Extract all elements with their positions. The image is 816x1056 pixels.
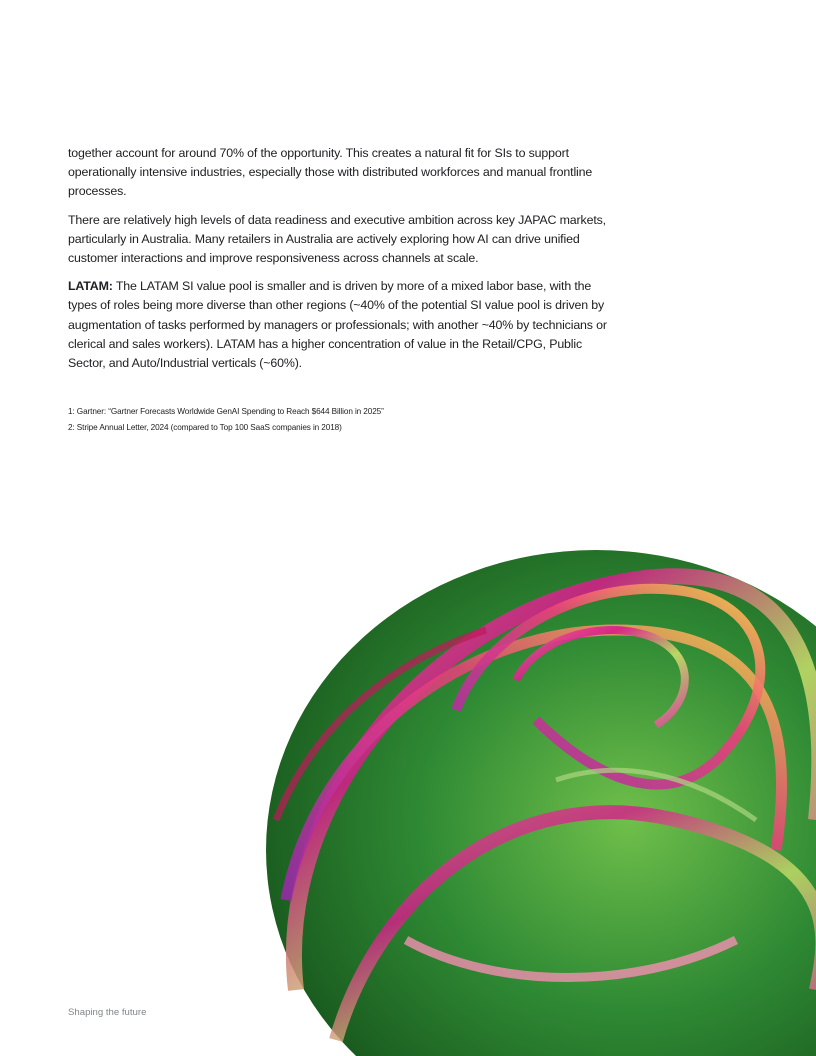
- latam-heading: LATAM:: [68, 279, 113, 294]
- paragraph-1: together account for around 70% of the opportunity. This creates a natural fit for SIs to support operationally intensive industries, especially those with distributed workforces and manual frontline processes.: [68, 146, 593, 199]
- body-text: [68, 144, 616, 382]
- footnote-2: 2: Stripe Annual Letter, 2024 (compared to Top 100 SaaS companies in 2018): [68, 423, 342, 432]
- abstract-sculpture-image: [256, 520, 816, 1056]
- page-footer: Shaping the future: [68, 1007, 147, 1018]
- paragraph-latam: LATAM: The LATAM SI value pool is smaller and is driven by more of a mixed labor base, with the types of roles being more diverse than other regions (~40% of the potential SI value pool is driven by augmentation of tasks performed by managers or professionals; with another ~40% by technicians or clerical and sales workers). LATAM has a higher concentration of value in the Retail/CPG, Public Sector, and Auto/Industrial verticals (~60%).: [68, 279, 607, 371]
- footnotes: [68, 404, 628, 436]
- footnote-1: 1: Gartner: “Gartner Forecasts Worldwide GenAI Spending to Reach $644 Billion in 2025”: [68, 407, 384, 416]
- paragraph-2: There are relatively high levels of data readiness and executive ambition across key JAPAC markets, particularly in Australia. Many retailers in Australia are actively exploring how AI can drive unified customer interactions and improve responsiveness across channels at scale.: [68, 212, 606, 266]
